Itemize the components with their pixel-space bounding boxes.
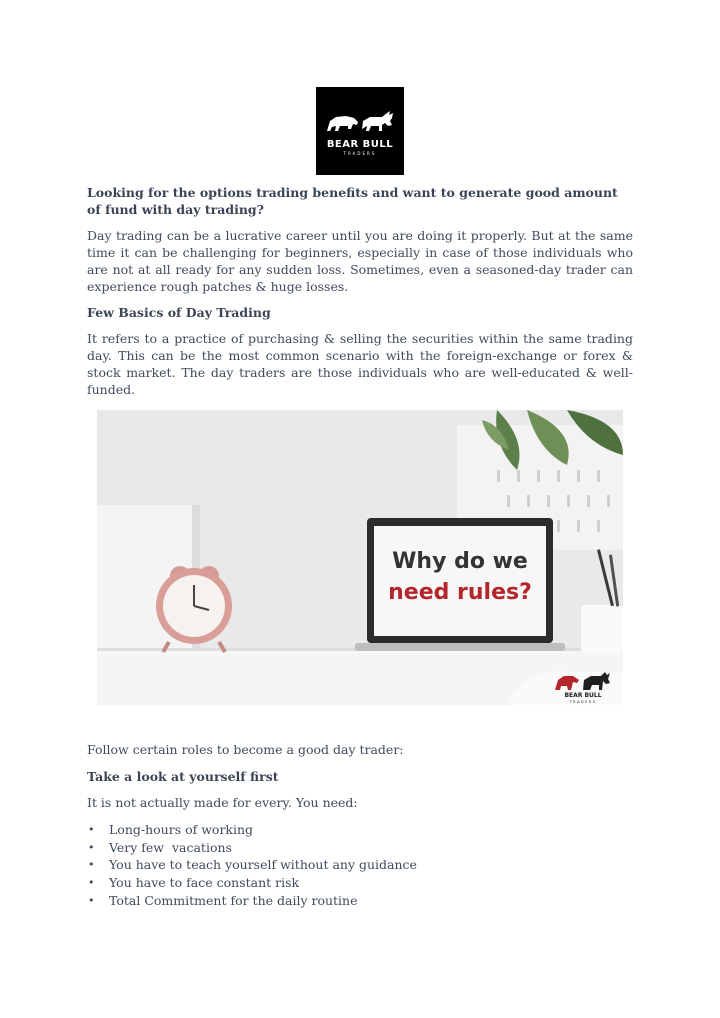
desk-laptop-photo xyxy=(97,410,623,705)
rules-intro: Follow certain roles to become a good day trader: xyxy=(87,742,404,757)
requirements-list xyxy=(87,821,633,910)
watermark-subtitle: TRADERS xyxy=(569,700,597,704)
screen-line-1: Why do we xyxy=(392,549,528,574)
list-item-text: Long-hours of working xyxy=(109,822,254,837)
intro-paragraph: Day trading can be a lucrative career until you are doing it properly. But at the same time it can be challenging for beginners, especially in case of those individuals who are not at all ready for any sudden loss. Sometimes, even a seasoned-day trader can experience rough patches & huge losses. xyxy=(87,228,633,294)
bullet-icon: • xyxy=(88,823,95,836)
list-item-text: You have to teach yourself without any guidance xyxy=(109,857,417,873)
bullet-icon: • xyxy=(88,840,95,854)
watermark-wordmark: BEAR BULL xyxy=(564,692,602,699)
intro-heading: Looking for the options trading benefits and want to generate good amount of fund with day trading? xyxy=(87,185,618,217)
intro-section xyxy=(87,184,633,407)
list-item-text: Total Commitment for the daily routine xyxy=(109,892,358,908)
list-item xyxy=(87,856,633,874)
bullet-icon: • xyxy=(88,893,95,907)
list-item xyxy=(87,892,633,910)
bear-bull-logo xyxy=(316,87,404,175)
list-item xyxy=(87,821,633,839)
list-item xyxy=(87,839,633,857)
bear-bull-emblem-icon xyxy=(324,107,396,137)
logo-subtitle: TRADERS xyxy=(343,150,377,156)
list-item xyxy=(87,874,633,892)
basics-paragraph: It refers to a practice of purchasing & selling the securities within the same trading day. This can be the most common scenario with the foreign-exchange or forex & stock market. The day traders are those individuals who are well-educated & well-funded. xyxy=(87,331,633,397)
bullet-icon: • xyxy=(88,858,95,872)
list-item-text: Very few vacations xyxy=(109,839,232,855)
desk-scene-illustration xyxy=(97,410,623,705)
screen-line-2: need rules? xyxy=(388,580,532,605)
list-item-text: You have to face constant risk xyxy=(109,875,300,891)
bullet-icon: • xyxy=(88,876,95,890)
rules-section xyxy=(87,741,633,910)
rules-paragraph: It is not actually made for every. You need: xyxy=(87,795,358,810)
basics-heading: Few Basics of Day Trading xyxy=(87,305,271,320)
rules-heading: Take a look at yourself first xyxy=(87,769,279,784)
logo-wordmark: BEAR BULL xyxy=(326,138,394,150)
